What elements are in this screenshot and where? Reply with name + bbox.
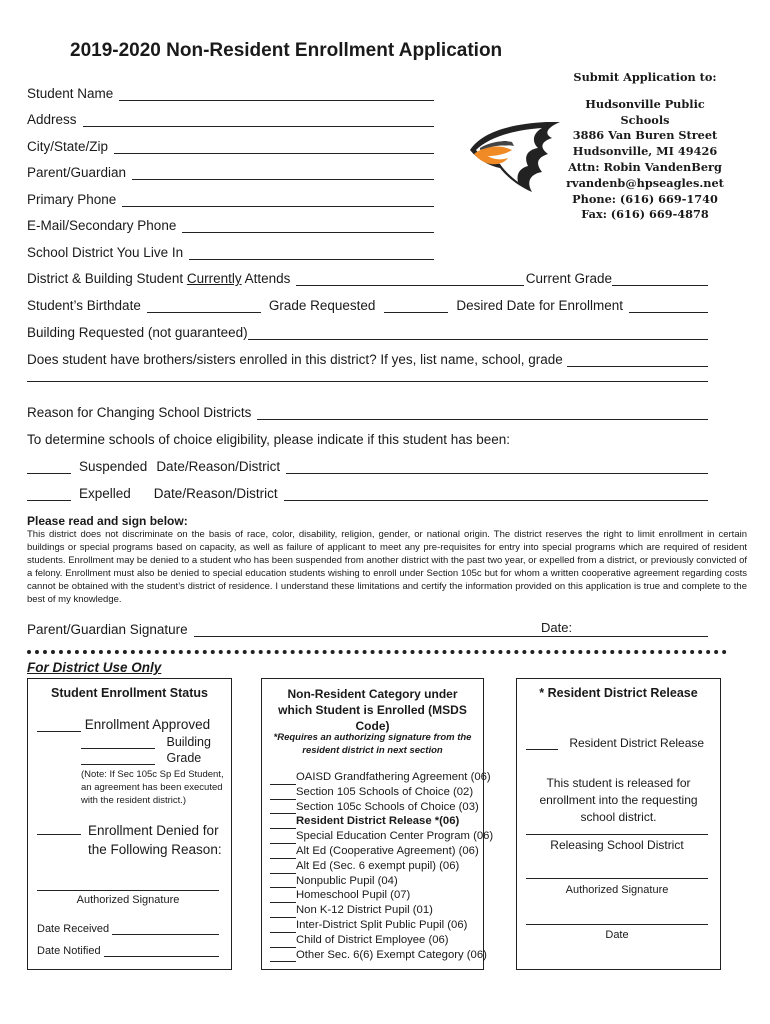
submit-line: rvandenb@hpseagles.net xyxy=(566,175,724,190)
city-state-zip-label: City/State/Zip xyxy=(27,139,109,154)
date-notified-row xyxy=(37,944,219,957)
school-district-row xyxy=(27,245,434,260)
birthdate-field[interactable] xyxy=(147,299,261,313)
approved-field[interactable] xyxy=(37,719,81,732)
approved-label: Enrollment Approved xyxy=(84,717,211,732)
denied-label: Enrollment Denied for the Following Reason: xyxy=(88,823,222,857)
releasing-district-label: Releasing School District xyxy=(550,838,684,852)
expelled-date-field[interactable] xyxy=(284,487,708,501)
city-state-zip-row xyxy=(27,139,434,154)
category-title: Non-Resident Category under which Student is Enrolled (MSDS Code) xyxy=(278,687,467,733)
category-item[interactable]: Other Sec. 6(6) Exempt Category (06) xyxy=(270,948,493,963)
release-option-row xyxy=(526,736,704,750)
date-notified-field[interactable] xyxy=(104,944,219,957)
submit-line: Phone: (616) 669-1740 xyxy=(572,191,718,206)
submit-heading: Submit Application to: xyxy=(573,70,717,84)
building-requested-label: Building Requested (not guaranteed) xyxy=(27,325,248,340)
current-grade-field[interactable] xyxy=(612,272,708,286)
building-requested-field[interactable] xyxy=(248,326,708,340)
category-item[interactable]: Section 105c Schools of Choice (03) xyxy=(270,800,493,815)
category-note: *Requires an authorizing signature from the resident district in next section xyxy=(273,732,472,756)
submit-address-block xyxy=(560,70,730,223)
date-received-label: Date Received xyxy=(37,923,110,935)
category-item[interactable]: Nonpublic Pupil (04) xyxy=(270,874,493,889)
status-signature-label: Authorized Signature xyxy=(76,894,180,906)
release-option-field[interactable] xyxy=(526,737,558,750)
building-row xyxy=(81,735,211,749)
parent-guardian-field[interactable] xyxy=(132,166,434,180)
desired-date-label: Desired Date for Enrollment xyxy=(456,298,623,313)
siblings-row xyxy=(27,352,708,367)
category-item[interactable]: Alt Ed (Cooperative Agreement) (06) xyxy=(270,844,493,859)
school-district-field[interactable] xyxy=(189,246,434,260)
release-date-label: Date xyxy=(605,929,629,941)
grade-row xyxy=(81,751,201,765)
district-use-heading: For District Use Only xyxy=(27,660,162,675)
email-field[interactable] xyxy=(182,219,434,233)
grade-label: Grade xyxy=(166,751,202,765)
release-option-label: Resident District Release xyxy=(569,736,705,750)
parent-signature-label: Parent/Guardian Signature xyxy=(27,622,188,637)
release-box xyxy=(516,678,721,970)
student-name-field[interactable] xyxy=(119,87,434,101)
primary-phone-label: Primary Phone xyxy=(27,192,117,207)
building-requested-row xyxy=(27,325,708,340)
parent-guardian-row xyxy=(27,165,434,180)
category-item[interactable]: Homeschool Pupil (07) xyxy=(270,888,493,903)
suspended-date-label: Date/Reason/District xyxy=(156,459,281,474)
category-item[interactable]: Special Education Center Program (06) xyxy=(270,829,493,844)
submit-line: Hudsonville, MI 49426 xyxy=(572,144,718,159)
submit-line: Attn: Robin VandenBerg xyxy=(568,159,722,174)
approved-row xyxy=(37,717,210,732)
status-signature-line[interactable] xyxy=(37,890,219,891)
suspended-date-field[interactable] xyxy=(286,460,708,474)
category-item[interactable]: Alt Ed (Sec. 6 exempt pupil) (06) xyxy=(270,859,493,874)
suspended-label: Suspended xyxy=(79,459,148,474)
building-label: Building xyxy=(166,735,211,749)
category-item[interactable]: Section 105 Schools of Choice (02) xyxy=(270,785,493,800)
current-district-label: District & Building Student Currently Attends xyxy=(27,271,291,286)
release-signature-label: Authorized Signature xyxy=(565,884,669,896)
current-grade-label: Current Grade xyxy=(525,271,612,286)
category-item[interactable]: Resident District Release *(06) xyxy=(270,814,493,829)
current-district-field[interactable] xyxy=(296,272,523,286)
expelled-date-label: Date/Reason/District xyxy=(153,486,278,501)
address-label: Address xyxy=(27,112,77,127)
city-state-zip-field[interactable] xyxy=(114,140,434,154)
dotted-divider xyxy=(27,650,727,654)
email-row xyxy=(27,218,434,233)
release-statement: This student is released for enrollment into the requesting school district. xyxy=(539,776,698,824)
school-district-label: School District You Live In xyxy=(27,245,184,260)
email-label: E-Mail/Secondary Phone xyxy=(27,218,177,233)
date-notified-label: Date Notified xyxy=(37,945,101,957)
grade-requested-label: Grade Requested xyxy=(268,298,376,313)
enrollment-status-box xyxy=(27,678,232,970)
parent-guardian-label: Parent/Guardian xyxy=(27,165,127,180)
student-name-row xyxy=(27,86,434,101)
date-received-field[interactable] xyxy=(112,922,219,935)
expelled-label: Expelled xyxy=(79,486,131,501)
category-item[interactable]: Child of District Employee (06) xyxy=(270,933,493,948)
siblings-field[interactable] xyxy=(567,353,708,367)
address-row xyxy=(27,112,434,127)
suspended-row xyxy=(27,459,708,474)
siblings-extra-line[interactable] xyxy=(27,381,708,382)
birthdate-row xyxy=(27,298,708,313)
release-date-line[interactable] xyxy=(526,924,708,925)
notice-heading: Please read and sign below: xyxy=(27,514,188,528)
student-name-label: Student Name xyxy=(27,86,114,101)
submit-line: 3886 Van Buren Street xyxy=(572,128,718,143)
note-text: (Note: If Sec 105c Sp Ed Student, an agreement has been executed with the resident district.) xyxy=(81,769,224,806)
parent-signature-row xyxy=(27,622,708,637)
birthdate-label: Student’s Birthdate xyxy=(27,298,141,313)
desired-date-field[interactable] xyxy=(629,299,708,313)
category-item[interactable]: OAISD Grandfathering Agreement (06) xyxy=(270,770,493,785)
release-signature-line[interactable] xyxy=(526,878,708,879)
releasing-district-line[interactable] xyxy=(526,834,708,835)
primary-phone-row xyxy=(27,192,434,207)
building-field[interactable] xyxy=(81,736,155,749)
address-field[interactable] xyxy=(83,113,434,127)
date-received-row xyxy=(37,922,219,935)
reason-row xyxy=(27,405,708,420)
eagle-head-logo xyxy=(466,120,562,194)
category-item[interactable]: Inter-District Split Public Pupil (06) xyxy=(270,918,493,933)
reason-label: Reason for Changing School Districts xyxy=(27,405,252,420)
grade-field[interactable] xyxy=(81,752,155,765)
submit-line: Fax: (616) 669-4878 xyxy=(581,207,709,222)
eligibility-row xyxy=(27,432,708,447)
suspended-field[interactable] xyxy=(27,460,71,474)
submit-line: Hudsonville Public Schools xyxy=(585,96,705,127)
reason-field[interactable] xyxy=(257,406,708,420)
denied-field[interactable] xyxy=(37,822,81,835)
enrollment-status-title: Student Enrollment Status xyxy=(51,686,208,700)
form-title: 2019-2020 Non-Resident Enrollment Application xyxy=(70,40,503,61)
expelled-row xyxy=(27,486,708,501)
release-title: * Resident District Release xyxy=(539,686,698,700)
parent-signature-field[interactable] xyxy=(194,623,708,637)
primary-phone-field[interactable] xyxy=(122,193,434,207)
category-list xyxy=(270,770,493,962)
current-district-row xyxy=(27,271,708,286)
grade-requested-field[interactable] xyxy=(384,299,448,313)
category-item[interactable]: Non K-12 District Pupil (01) xyxy=(270,903,493,918)
signature-date-label: Date: xyxy=(541,620,573,635)
siblings-label: Does student have brothers/sisters enrolled in this district? If yes, list name, school, grade xyxy=(27,352,563,367)
expelled-field[interactable] xyxy=(27,487,71,501)
eligibility-label: To determine schools of choice eligibility, please indicate if this student has been: xyxy=(27,432,511,447)
notice-text: This district does not discriminate on the basis of race, color, disability, religion, gender, or national origin. The district reserves the right to limit enrollment in certain buildings or special programs based on capacity, as well as failure of applicant to meet any pre-requisites for entry into special programs which are required of resident students. Enrollment may be denied to a student who has been suspended from another district with the past two year, or expelled from a district, or previously convicted of a felony. Enrollment must also be denied to special education students wishing to enroll under Section 105c but for whom a written cooperative agreement regarding costs cannot be obtained with the student’s district of residence. I understand these limitations and certify the information provided on this application is true and complete to the best of my knowledge. xyxy=(27,529,747,605)
